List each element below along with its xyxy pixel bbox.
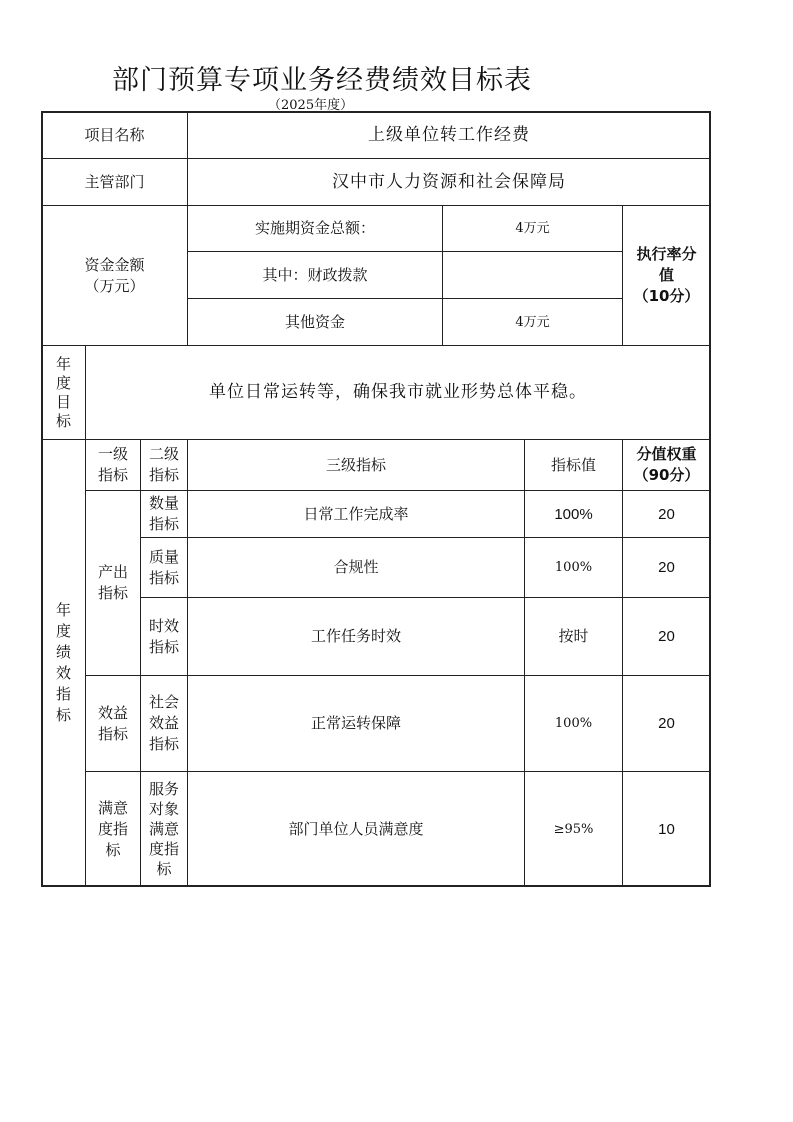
header-level2-line: 指标 — [148, 466, 179, 484]
side-label-char: 度 — [55, 622, 71, 640]
indicator-row-level2 — [140, 771, 188, 887]
indicator-row-level2 — [140, 675, 188, 772]
level2-line: 时效 — [148, 616, 179, 635]
indicator-row-weight: 20 — [622, 490, 711, 538]
satisfaction-label-line: 满意 — [97, 798, 128, 817]
page-subtitle: （2025年度） — [268, 98, 354, 113]
indicator-row-level3: 工作任务时效 — [187, 597, 525, 676]
header-weight-line1: 分值权重 — [636, 445, 697, 463]
header-level2-line: 二级 — [148, 445, 179, 463]
level2-line: 指标 — [148, 568, 179, 587]
level2-line: 质量 — [148, 547, 179, 566]
annual-goal-label-char: 度 — [55, 373, 71, 392]
total-funds-value: 4万元 — [442, 205, 623, 252]
level2-line: 服务 — [148, 780, 179, 798]
execution-rate-line1: 执行率分 — [636, 245, 697, 263]
indicator-row-level2 — [140, 597, 188, 676]
header-level1-line: 指标 — [97, 466, 128, 484]
indicator-row-level3: 合规性 — [187, 537, 525, 598]
annual-goal-label-char: 年 — [55, 354, 71, 373]
indicator-row-value: 按时 — [524, 597, 623, 676]
other-funds-value: 4万元 — [442, 298, 623, 346]
execution-rate-score — [622, 205, 711, 346]
header-weight — [622, 439, 711, 491]
satisfaction-label-line: 度指 — [97, 819, 128, 838]
output-label-line: 产出 — [97, 563, 128, 581]
annual-goal-label-char: 目 — [55, 392, 71, 411]
level2-line: 指标 — [148, 735, 179, 753]
side-label-char: 绩 — [55, 643, 71, 661]
header-level1-line: 一级 — [97, 445, 128, 463]
output-label-line: 指标 — [97, 584, 128, 602]
indicator-row-level2 — [140, 537, 188, 598]
annual-goal-label — [41, 345, 86, 440]
satisfaction-label-line: 标 — [105, 840, 121, 859]
department-value: 汉中市人力资源和社会保障局 — [187, 158, 711, 206]
indicator-row-value: ≥95% — [524, 771, 623, 887]
execution-rate-line2: 值 — [658, 266, 674, 284]
header-level3: 三级指标 — [187, 439, 525, 491]
funds-label-line1: 资金金额 — [84, 255, 145, 274]
annual-goal-text: 单位日常运转等，确保我市就业形势总体平稳。 — [85, 345, 711, 440]
indicator-row-weight: 20 — [622, 597, 711, 676]
fiscal-funds-label: 其中：财政拨款 — [187, 251, 443, 299]
other-funds-label: 其他资金 — [187, 298, 443, 346]
level2-line: 数量 — [148, 494, 179, 512]
indicator-row-level3: 正常运转保障 — [187, 675, 525, 772]
side-label-char: 年 — [55, 601, 71, 619]
header-value: 指标值 — [524, 439, 623, 491]
header-weight-line2: （90分） — [633, 466, 700, 484]
satisfaction-indicators-label — [85, 771, 141, 887]
performance-indicators-label — [41, 439, 86, 887]
output-indicators-label — [85, 490, 141, 676]
indicator-row-weight: 20 — [622, 537, 711, 598]
level2-line: 满意 — [148, 820, 179, 838]
benefit-indicators-label — [85, 675, 141, 772]
indicator-row-value: 100% — [524, 537, 623, 598]
indicator-row-value: 100% — [524, 490, 623, 538]
project-name-label: 项目名称 — [41, 111, 188, 159]
level2-line: 社会 — [148, 693, 179, 711]
side-label-char: 效 — [55, 664, 71, 682]
indicator-row-value: 100% — [524, 675, 623, 772]
level2-line: 指标 — [148, 515, 179, 533]
fiscal-funds-value — [442, 251, 623, 299]
indicator-row-level3: 部门单位人员满意度 — [187, 771, 525, 887]
total-funds-label: 实施期资金总额： — [187, 205, 443, 252]
benefit-label-line: 指标 — [97, 724, 128, 743]
indicator-row-level2 — [140, 490, 188, 538]
execution-rate-line3: （10分） — [633, 287, 700, 305]
level2-line: 指标 — [148, 637, 179, 656]
indicator-row-level3: 日常工作完成率 — [187, 490, 525, 538]
indicator-row-weight: 20 — [622, 675, 711, 772]
project-name-value: 上级单位转工作经费 — [187, 111, 711, 159]
side-label-char: 标 — [55, 706, 71, 724]
level2-line: 效益 — [148, 714, 179, 732]
annual-goal-label-char: 标 — [55, 411, 71, 430]
header-level2 — [140, 439, 188, 491]
level2-line: 度指 — [148, 840, 179, 858]
indicator-row-weight: 10 — [622, 771, 711, 887]
funds-label-line2: （万元） — [84, 276, 145, 295]
department-label: 主管部门 — [41, 158, 188, 206]
header-level1 — [85, 439, 141, 491]
level2-line: 标 — [156, 860, 172, 878]
side-label-char: 指 — [55, 685, 71, 703]
page-title: 部门预算专项业务经费绩效目标表 — [112, 65, 532, 96]
benefit-label-line: 效益 — [97, 703, 128, 722]
funds-label — [41, 205, 188, 346]
level2-line: 对象 — [148, 800, 179, 818]
